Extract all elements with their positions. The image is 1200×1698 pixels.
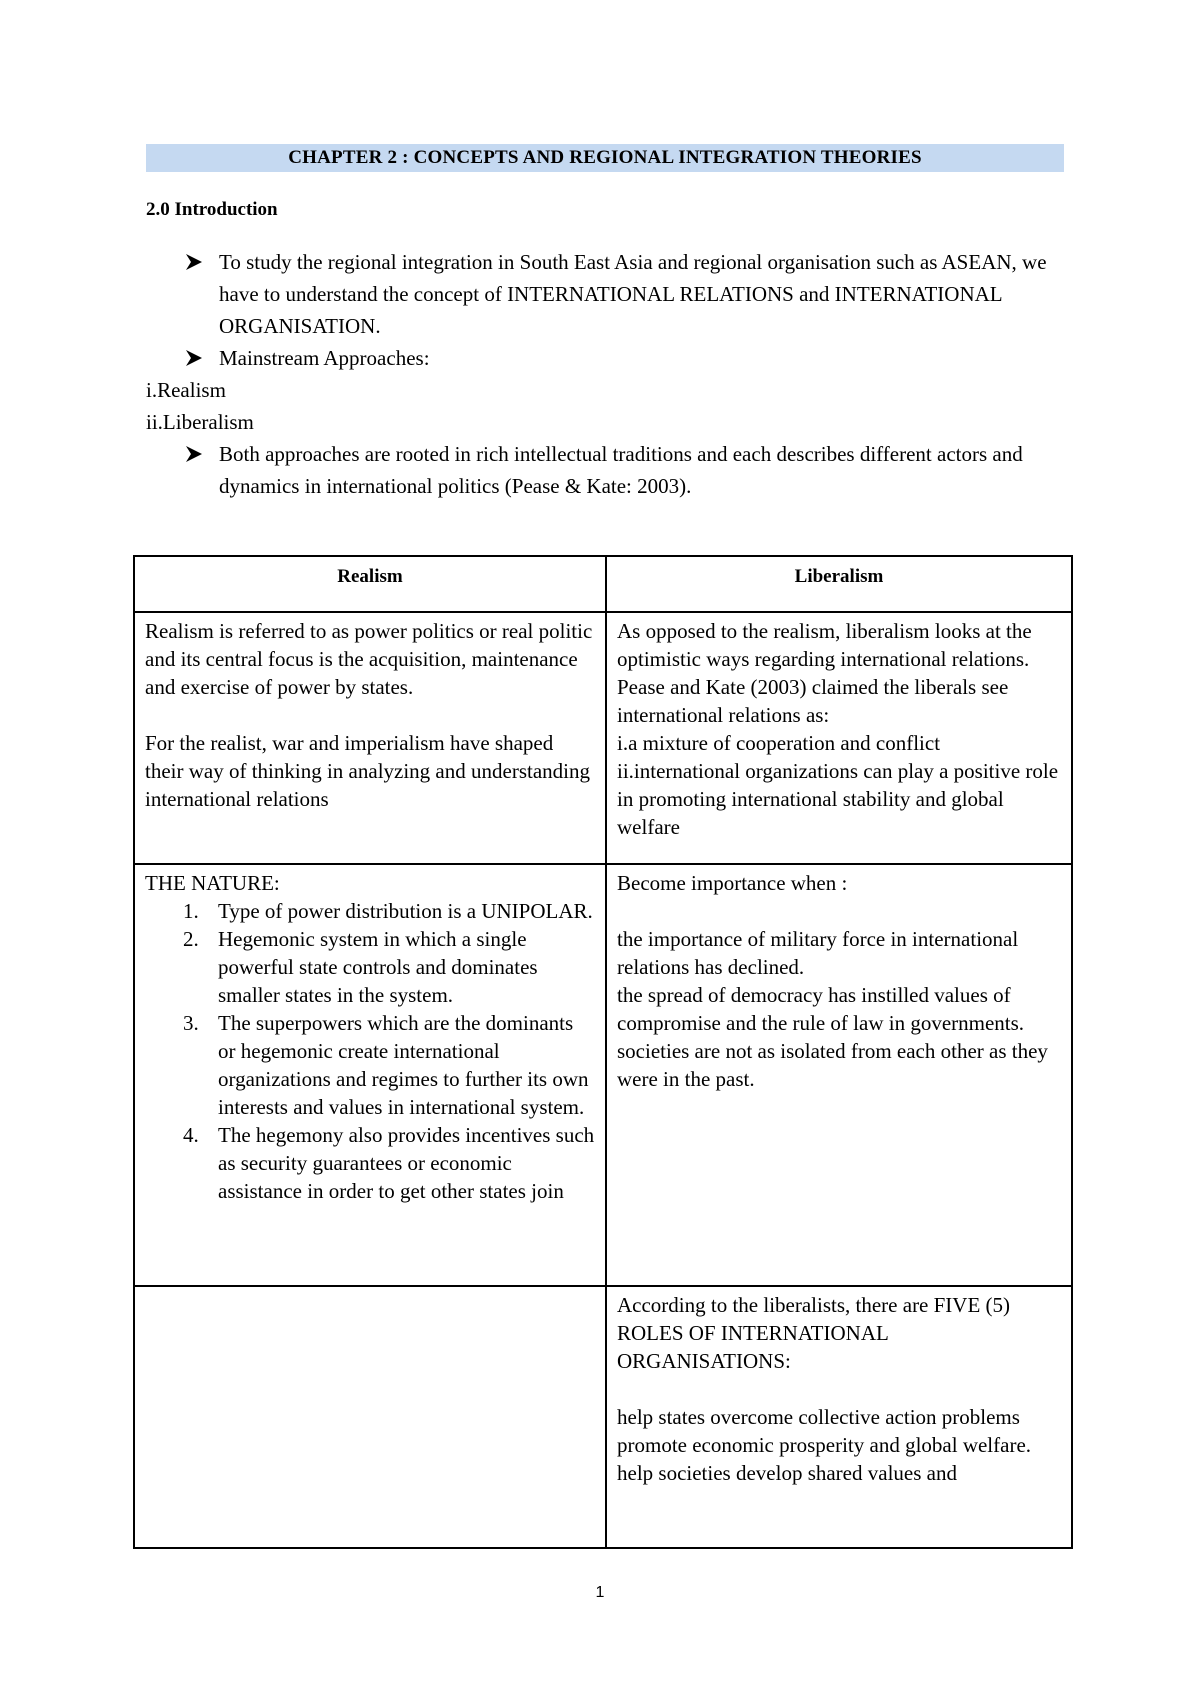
arrow-bullet-icon <box>184 342 204 374</box>
list-item: help societies develop shared values and <box>617 1461 957 1485</box>
liberalism-definition: As opposed to the realism, liberalism looks at the optimistic ways regarding international relations. Pease and Kate (2003) claimed the liberals see international relations as: <box>617 619 1032 727</box>
intro-bullet <box>146 438 1076 502</box>
list-item: promote economic prosperity and global welfare. <box>617 1433 1032 1457</box>
table-header-row <box>134 556 1072 612</box>
chapter-title: CHAPTER 2 : CONCEPTS AND REGIONAL INTEGRATION THEORIES <box>288 147 922 168</box>
intro-bullet <box>146 246 1076 342</box>
list-item: 1. Type of power distribution is a UNIPOLAR. <box>183 899 593 923</box>
realism-nature-title: THE NATURE: <box>145 871 280 895</box>
list-item: 4. The hegemony also provides incentives such as security guarantees or economic assistance in order to get other states join <box>183 1123 595 1203</box>
header-liberalism: Liberalism <box>606 556 1072 612</box>
liberalism-roles-intro: According to the liberalists, there are FIVE (5) ROLES OF INTERNATIONAL ORGANISATIONS: <box>617 1293 1011 1373</box>
list-item: 3. The superpowers which are the dominants or hegemonic create international organizations and regimes to further its own interests and values in international system. <box>183 1011 589 1119</box>
realism-nature-cell <box>134 864 606 1286</box>
list-item: the importance of military force in international relations has declined. <box>617 927 1019 979</box>
realism-war-note: For the realist, war and imperialism have shaped their way of thinking in analyzing and understanding international relations <box>145 731 590 811</box>
page-number: 1 <box>595 1584 605 1601</box>
intro-section <box>146 246 1076 502</box>
list-item: societies are not as isolated from each other as they were in the past. <box>617 1039 1048 1091</box>
list-item: help states overcome collective action problems <box>617 1405 1020 1429</box>
list-item: the spread of democracy has instilled values of compromise and the rule of law in governments. <box>617 983 1025 1035</box>
realism-definition-cell <box>134 612 606 864</box>
arrow-bullet-icon <box>184 438 204 470</box>
intro-bullet-text: To study the regional integration in South East Asia and regional organisation such as ASEAN, we have to understand the concept of INTERNATIONAL RELATIONS and INTERNATIONAL ORGANISATION. <box>219 250 1047 338</box>
table-row <box>134 864 1072 1286</box>
liberalism-importance-cell <box>606 864 1072 1286</box>
liberalism-definition-cell <box>606 612 1072 864</box>
liberalism-point-ii: ii.international organizations can play a positive role in promoting international stability and global welfare <box>617 759 1059 839</box>
intro-bullet <box>146 342 1076 374</box>
header-realism: Realism <box>134 556 606 612</box>
list-item: 2. Hegemonic system in which a single powerful state controls and dominates smaller states in the system. <box>183 927 538 1007</box>
liberalism-point-i: i.a mixture of cooperation and conflict <box>617 731 941 755</box>
intro-bullet-text: Both approaches are rooted in rich intellectual traditions and each describes different actors and dynamics in international politics (Pease & Kate: 2003). <box>219 442 1023 498</box>
comparison-table <box>133 555 1073 1549</box>
approach-item-realism: i.Realism <box>146 378 226 402</box>
approach-item-liberalism: ii.Liberalism <box>146 410 254 434</box>
table-row <box>134 1286 1072 1548</box>
table-row <box>134 612 1072 864</box>
realism-nature-list <box>145 897 595 1205</box>
intro-bullet-text: Mainstream Approaches: <box>219 346 430 370</box>
liberalism-importance-title: Become importance when : <box>617 871 848 895</box>
section-heading: 2.0 Introduction <box>146 199 278 220</box>
empty-cell <box>134 1286 606 1548</box>
chapter-title-bar <box>146 144 1064 172</box>
arrow-bullet-icon <box>184 246 204 278</box>
liberalism-roles-cell <box>606 1286 1072 1548</box>
realism-definition: Realism is referred to as power politics or real politic and its central focus is the acquisition, maintenance and exercise of power by states. <box>145 619 593 699</box>
